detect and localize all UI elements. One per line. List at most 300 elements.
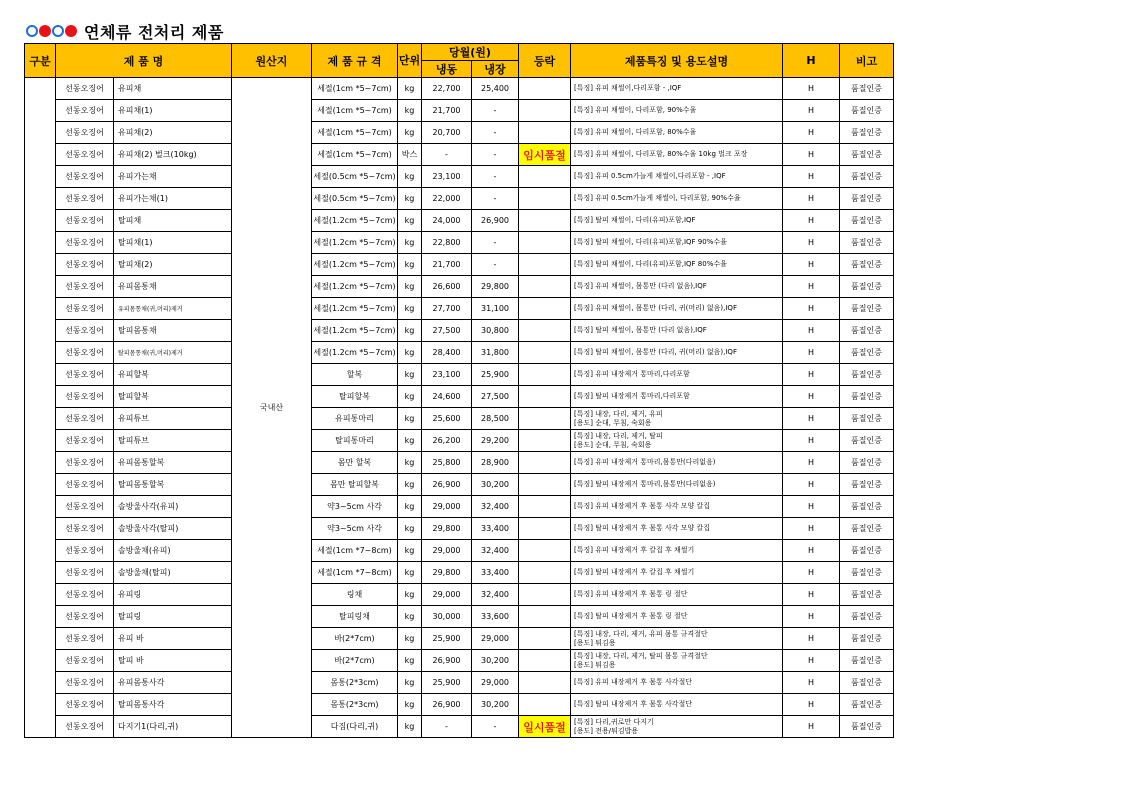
register-cell — [519, 694, 571, 716]
page-title: 연체류 전처리 제품 — [84, 22, 224, 42]
h-cell: H — [783, 78, 840, 100]
table-row — [25, 386, 894, 408]
register-cell — [519, 430, 571, 452]
spec-cell: 몸만 탈피할복 — [312, 474, 398, 496]
maker-cell: 선동오징어 — [56, 210, 114, 232]
register-cell — [519, 320, 571, 342]
chilled-price-cell: 30,800 — [472, 320, 519, 342]
product-name-cell: 탈피 바 — [114, 650, 232, 672]
description-cell — [571, 628, 783, 650]
maker-cell: 선동오징어 — [56, 430, 114, 452]
h-cell: H — [783, 320, 840, 342]
red-dot-icon — [65, 25, 77, 37]
table-row — [25, 254, 894, 276]
table-row — [25, 694, 894, 716]
h-cell: H — [783, 364, 840, 386]
note-cell: 품질인증 — [840, 562, 894, 584]
product-name-cell: 솔방울사각(탈피) — [114, 518, 232, 540]
description-cell — [571, 452, 783, 474]
unit-cell: kg — [398, 122, 422, 144]
description-cell — [571, 584, 783, 606]
spec-cell: 세절(1.2cm *5~7cm) — [312, 210, 398, 232]
chilled-price-cell: - — [472, 232, 519, 254]
register-cell: 일시품절 — [519, 716, 571, 738]
chilled-price-cell: 32,400 — [472, 540, 519, 562]
unit-cell: kg — [398, 716, 422, 738]
frozen-price-cell: 22,000 — [422, 188, 472, 210]
register-cell — [519, 342, 571, 364]
frozen-price-cell: 26,900 — [422, 694, 472, 716]
note-cell: 품질인증 — [840, 232, 894, 254]
description-cell — [571, 166, 783, 188]
description-cell — [571, 650, 783, 672]
description-line: [특징] 탈피 내장제거 통마리,몸통만(다리없음) — [574, 480, 716, 488]
chilled-price-cell: 29,800 — [472, 276, 519, 298]
register-cell — [519, 232, 571, 254]
note-cell: 품질인증 — [840, 298, 894, 320]
h-cell: H — [783, 188, 840, 210]
unit-cell: kg — [398, 342, 422, 364]
spec-cell: 유피통마리 — [312, 408, 398, 430]
frozen-price-cell: 28,400 — [422, 342, 472, 364]
description-line: [특징] 탈피 내장제거 후 칼집 후 채썰기 — [574, 568, 695, 576]
chilled-price-cell: 30,200 — [472, 650, 519, 672]
product-name-cell: 탈피몸통할복 — [114, 474, 232, 496]
register-cell — [519, 606, 571, 628]
register-cell — [519, 210, 571, 232]
product-name-cell: 솔방울채(탈피) — [114, 562, 232, 584]
h-cell: H — [783, 254, 840, 276]
product-name-cell: 유피가는채 — [114, 166, 232, 188]
note-cell: 품질인증 — [840, 408, 894, 430]
description-cell — [571, 232, 783, 254]
spec-cell: 세절(1cm *5~7cm) — [312, 100, 398, 122]
unit-cell: kg — [398, 650, 422, 672]
unit-cell: kg — [398, 518, 422, 540]
register-cell — [519, 584, 571, 606]
unit-cell: kg — [398, 188, 422, 210]
note-cell: 품질인증 — [840, 496, 894, 518]
header-price-group: 당월(원) — [422, 44, 519, 61]
register-cell — [519, 166, 571, 188]
maker-cell: 선동오징어 — [56, 122, 114, 144]
header-chilled: 냉장 — [472, 61, 519, 78]
spec-cell: 세절(1.2cm *5~7cm) — [312, 276, 398, 298]
note-cell: 품질인증 — [840, 188, 894, 210]
table-row — [25, 474, 894, 496]
note-cell: 품질인증 — [840, 628, 894, 650]
frozen-price-cell: 29,800 — [422, 562, 472, 584]
unit-cell: 박스 — [398, 144, 422, 166]
description-cell — [571, 716, 783, 738]
description-line: [특징] 다리,귀로만 다지기 — [574, 717, 654, 726]
unit-cell: kg — [398, 474, 422, 496]
product-name-cell: 유피몸통채 — [114, 276, 232, 298]
chilled-price-cell: 25,900 — [472, 364, 519, 386]
note-cell: 품질인증 — [840, 650, 894, 672]
frozen-price-cell: 27,700 — [422, 298, 472, 320]
description-line: [특징] 탈피 채썰이, 다리(유피)포함,IQF 90%수율 — [574, 238, 727, 246]
spec-cell: 탈피통마리 — [312, 430, 398, 452]
note-cell: 품질인증 — [840, 518, 894, 540]
frozen-price-cell: 24,600 — [422, 386, 472, 408]
product-name-cell: 탈피몸통채(귀,머리)제거 — [114, 342, 232, 364]
frozen-price-cell: 25,800 — [422, 452, 472, 474]
register-cell — [519, 650, 571, 672]
product-name-cell: 탈피튜브 — [114, 430, 232, 452]
frozen-price-cell: 25,900 — [422, 628, 472, 650]
chilled-price-cell: 33,600 — [472, 606, 519, 628]
description-cell — [571, 694, 783, 716]
maker-cell: 선동오징어 — [56, 584, 114, 606]
unit-cell: kg — [398, 408, 422, 430]
frozen-price-cell: 20,700 — [422, 122, 472, 144]
chilled-price-cell: 30,200 — [472, 694, 519, 716]
product-name-cell: 유피몸통사각 — [114, 672, 232, 694]
maker-cell: 선동오징어 — [56, 320, 114, 342]
frozen-price-cell: 26,900 — [422, 650, 472, 672]
table-row — [25, 232, 894, 254]
unit-cell: kg — [398, 430, 422, 452]
header-desc: 제품특징 및 용도설명 — [571, 44, 783, 78]
chilled-price-cell: 33,400 — [472, 518, 519, 540]
description-line: [특징] 탈피 내장제거 후 몸통 사각절단 — [574, 700, 693, 708]
chilled-price-cell: 32,400 — [472, 496, 519, 518]
description-cell — [571, 210, 783, 232]
spec-cell: 세절(1cm *5~7cm) — [312, 122, 398, 144]
table-row — [25, 144, 894, 166]
frozen-price-cell: - — [422, 716, 472, 738]
maker-cell: 선동오징어 — [56, 254, 114, 276]
unit-cell: kg — [398, 166, 422, 188]
note-cell: 품질인증 — [840, 100, 894, 122]
maker-cell: 선동오징어 — [56, 672, 114, 694]
h-cell: H — [783, 100, 840, 122]
chilled-price-cell: 31,800 — [472, 342, 519, 364]
chilled-price-cell: - — [472, 122, 519, 144]
description-cell — [571, 386, 783, 408]
chilled-price-cell: 26,900 — [472, 210, 519, 232]
register-cell: 임시품절 — [519, 144, 571, 166]
chilled-price-cell: 29,000 — [472, 672, 519, 694]
spec-cell: 약3~5cm 사각 — [312, 518, 398, 540]
product-name-cell: 유피몸통채(귀,머리)제거 — [114, 298, 232, 320]
maker-cell: 선동오징어 — [56, 606, 114, 628]
product-name-cell: 솔방울사각(유피) — [114, 496, 232, 518]
frozen-price-cell: 29,000 — [422, 584, 472, 606]
frozen-price-cell: 29,000 — [422, 540, 472, 562]
spec-cell: 몸만 할복 — [312, 452, 398, 474]
note-cell: 품질인증 — [840, 122, 894, 144]
h-cell: H — [783, 518, 840, 540]
table-row — [25, 540, 894, 562]
description-line: [특징] 유피 채썰이, 다리포함, 80%수율 — [574, 128, 697, 136]
chilled-price-cell: 29,000 — [472, 628, 519, 650]
description-cell — [571, 606, 783, 628]
spec-cell: 세절(1.2cm *5~7cm) — [312, 232, 398, 254]
unit-cell: kg — [398, 562, 422, 584]
unit-cell: kg — [398, 628, 422, 650]
h-cell: H — [783, 474, 840, 496]
frozen-price-cell: 25,900 — [422, 672, 472, 694]
maker-cell: 선동오징어 — [56, 716, 114, 738]
frozen-price-cell: 24,000 — [422, 210, 472, 232]
h-cell: H — [783, 408, 840, 430]
description-cell — [571, 672, 783, 694]
description-line: [특징] 내장, 다리, 제거, 유피 몸통 규격절단 — [574, 629, 708, 638]
unit-cell: kg — [398, 254, 422, 276]
h-cell: H — [783, 276, 840, 298]
description-line: [특징] 유피 채썰이, 다리포함, 90%수율 — [574, 106, 697, 114]
maker-cell: 선동오징어 — [56, 496, 114, 518]
unit-cell: kg — [398, 694, 422, 716]
chilled-price-cell: 27,500 — [472, 386, 519, 408]
table-row — [25, 100, 894, 122]
product-name-cell: 탈피몸통채 — [114, 320, 232, 342]
maker-cell: 선동오징어 — [56, 188, 114, 210]
spec-cell: 링채 — [312, 584, 398, 606]
frozen-price-cell: 22,700 — [422, 78, 472, 100]
product-name-cell: 유피채(2) — [114, 122, 232, 144]
maker-cell: 선동오징어 — [56, 650, 114, 672]
product-name-cell: 유피할복 — [114, 364, 232, 386]
header-unit: 단위 — [398, 44, 422, 78]
table-row — [25, 562, 894, 584]
chilled-price-cell: 28,500 — [472, 408, 519, 430]
frozen-price-cell: 26,600 — [422, 276, 472, 298]
chilled-price-cell: 28,900 — [472, 452, 519, 474]
description-line: [특징] 유피 내장제거 후 몸통 사각절단 — [574, 678, 693, 686]
maker-cell: 선동오징어 — [56, 100, 114, 122]
spec-cell: 세절(0.5cm *5~7cm) — [312, 188, 398, 210]
maker-cell: 선동오징어 — [56, 78, 114, 100]
unit-cell: kg — [398, 452, 422, 474]
table-row — [25, 628, 894, 650]
description-line: [특징] 유피 채썰이, 다리포함, 80%수율 10kg 벌크 포장 — [574, 150, 748, 158]
frozen-price-cell: 29,000 — [422, 496, 472, 518]
note-cell: 품질인증 — [840, 364, 894, 386]
frozen-price-cell: 25,600 — [422, 408, 472, 430]
maker-cell: 선동오징어 — [56, 540, 114, 562]
usage-line: [용도] 순대, 무침, 숙회용 — [574, 440, 652, 449]
maker-cell: 선동오징어 — [56, 694, 114, 716]
table-row — [25, 430, 894, 452]
register-cell — [519, 188, 571, 210]
register-cell — [519, 122, 571, 144]
description-line: [특징] 내장, 다리, 제거, 유피 — [574, 409, 663, 418]
register-cell — [519, 100, 571, 122]
spec-cell: 세절(0.5cm *5~7cm) — [312, 166, 398, 188]
register-cell — [519, 474, 571, 496]
maker-cell: 선동오징어 — [56, 166, 114, 188]
h-cell: H — [783, 584, 840, 606]
h-cell: H — [783, 452, 840, 474]
description-line: [특징] 유피 내장제거 후 몸통 링 절단 — [574, 590, 688, 598]
product-name-cell: 탈피채(1) — [114, 232, 232, 254]
spec-cell: 세절(1cm *5~7cm) — [312, 144, 398, 166]
frozen-price-cell: 29,800 — [422, 518, 472, 540]
header-product-name: 제 품 명 — [56, 44, 232, 78]
frozen-price-cell: 21,700 — [422, 100, 472, 122]
chilled-price-cell: 31,100 — [472, 298, 519, 320]
register-cell — [519, 298, 571, 320]
note-cell: 품질인증 — [840, 166, 894, 188]
note-cell: 품질인증 — [840, 584, 894, 606]
maker-cell: 선동오징어 — [56, 144, 114, 166]
table-row — [25, 342, 894, 364]
description-cell — [571, 320, 783, 342]
note-cell: 품질인증 — [840, 254, 894, 276]
product-name-cell: 탈피채(2) — [114, 254, 232, 276]
register-cell — [519, 386, 571, 408]
chilled-price-cell: 25,400 — [472, 78, 519, 100]
table-row — [25, 188, 894, 210]
unit-cell: kg — [398, 78, 422, 100]
frozen-price-cell: 30,000 — [422, 606, 472, 628]
chilled-price-cell: - — [472, 100, 519, 122]
description-line: [특징] 유피 내장제거 통마리,몸통만(다리없음) — [574, 458, 716, 466]
register-cell — [519, 78, 571, 100]
maker-cell: 선동오징어 — [56, 342, 114, 364]
maker-cell: 선동오징어 — [56, 628, 114, 650]
register-cell — [519, 628, 571, 650]
table-row — [25, 122, 894, 144]
note-cell: 품질인증 — [840, 606, 894, 628]
table-row — [25, 606, 894, 628]
h-cell: H — [783, 342, 840, 364]
h-cell: H — [783, 496, 840, 518]
description-cell — [571, 430, 783, 452]
note-cell: 품질인증 — [840, 144, 894, 166]
unit-cell: kg — [398, 672, 422, 694]
header-note: 비고 — [840, 44, 894, 78]
description-line: [특징] 탈피 내장제거 통마리,다리포함 — [574, 392, 690, 400]
chilled-price-cell: - — [472, 188, 519, 210]
description-cell — [571, 276, 783, 298]
frozen-price-cell: 23,100 — [422, 166, 472, 188]
register-cell — [519, 540, 571, 562]
header-frozen: 냉동 — [422, 61, 472, 78]
description-line: [특징] 유피 내장제거 후 칼집 후 채썰기 — [574, 546, 695, 554]
description-line: [특징] 탈피 채썰이, 몸통만 (다리, 귀(머리) 없음),IQF — [574, 348, 737, 356]
h-cell: H — [783, 540, 840, 562]
spec-cell: 바(2*7cm) — [312, 650, 398, 672]
h-cell: H — [783, 386, 840, 408]
maker-cell: 선동오징어 — [56, 452, 114, 474]
unit-cell: kg — [398, 298, 422, 320]
chilled-price-cell: 29,200 — [472, 430, 519, 452]
register-cell — [519, 364, 571, 386]
description-cell — [571, 540, 783, 562]
unit-cell: kg — [398, 320, 422, 342]
description-cell — [571, 78, 783, 100]
description-cell — [571, 518, 783, 540]
maker-cell: 선동오징어 — [56, 298, 114, 320]
chilled-price-cell: - — [472, 254, 519, 276]
spec-cell: 세절(1cm *7~8cm) — [312, 562, 398, 584]
description-cell — [571, 342, 783, 364]
frozen-price-cell: - — [422, 144, 472, 166]
table-row — [25, 650, 894, 672]
frozen-price-cell: 26,200 — [422, 430, 472, 452]
description-line: [특징] 탈피 채썰이, 다리(유피)포함,IQF 80%수율 — [574, 260, 727, 268]
note-cell: 품질인증 — [840, 474, 894, 496]
note-cell: 품질인증 — [840, 320, 894, 342]
chilled-price-cell: - — [472, 144, 519, 166]
h-cell: H — [783, 606, 840, 628]
description-line: [특징] 유피 내장제거 통마리,다리포함 — [574, 370, 690, 378]
spec-cell: 세절(1.2cm *5~7cm) — [312, 342, 398, 364]
h-cell: H — [783, 122, 840, 144]
description-line: [특징] 유피 0.5cm가늘게 채썰이, 다리포함, 90%수율 — [574, 194, 741, 202]
note-cell: 품질인증 — [840, 694, 894, 716]
header-spec: 제 품 규 격 — [312, 44, 398, 78]
frozen-price-cell: 27,500 — [422, 320, 472, 342]
note-cell: 품질인증 — [840, 540, 894, 562]
h-cell: H — [783, 166, 840, 188]
frozen-price-cell: 23,100 — [422, 364, 472, 386]
h-cell: H — [783, 232, 840, 254]
product-table — [24, 43, 894, 738]
maker-cell: 선동오징어 — [56, 232, 114, 254]
table-row — [25, 672, 894, 694]
table-row — [25, 298, 894, 320]
register-cell — [519, 276, 571, 298]
product-name-cell: 유피 바 — [114, 628, 232, 650]
spec-cell: 세절(1cm *5~7cm) — [312, 78, 398, 100]
register-cell — [519, 562, 571, 584]
category-cell — [25, 78, 56, 738]
h-cell: H — [783, 430, 840, 452]
description-line: [특징] 유피 내장제거 후 몸통 사각 모양 칼집 — [574, 502, 710, 510]
unit-cell: kg — [398, 584, 422, 606]
note-cell: 품질인증 — [840, 78, 894, 100]
description-cell — [571, 254, 783, 276]
unit-cell: kg — [398, 100, 422, 122]
spec-cell: 다짐(다리,귀) — [312, 716, 398, 738]
spec-cell: 탈피링채 — [312, 606, 398, 628]
description-line: [특징] 탈피 채썰이, 몸통만 (다리 없음),IQF — [574, 326, 707, 334]
spec-cell: 바(2*7cm) — [312, 628, 398, 650]
product-name-cell: 유피가는채(1) — [114, 188, 232, 210]
h-cell: H — [783, 650, 840, 672]
frozen-price-cell: 26,900 — [422, 474, 472, 496]
table-row — [25, 584, 894, 606]
maker-cell: 선동오징어 — [56, 276, 114, 298]
product-name-cell: 탈피채 — [114, 210, 232, 232]
description-line: [특징] 탈피 내장제거 후 몸통 링 절단 — [574, 612, 688, 620]
red-dot-icon — [39, 25, 51, 37]
register-cell — [519, 408, 571, 430]
unit-cell: kg — [398, 276, 422, 298]
description-line: [특징] 유피 채썰이, 몸통만 (다리, 귀(머리) 없음),IQF — [574, 304, 737, 312]
spec-cell: 할복 — [312, 364, 398, 386]
product-name-cell: 탈피몸통사각 — [114, 694, 232, 716]
description-cell — [571, 298, 783, 320]
unit-cell: kg — [398, 540, 422, 562]
product-name-cell: 다지기1(다리,귀) — [114, 716, 232, 738]
unit-cell: kg — [398, 232, 422, 254]
maker-cell: 선동오징어 — [56, 474, 114, 496]
table-row — [25, 276, 894, 298]
chilled-price-cell: - — [472, 716, 519, 738]
blue-circle-icon — [52, 25, 64, 37]
table-row — [25, 364, 894, 386]
origin-cell: 국내산 — [232, 78, 312, 738]
unit-cell: kg — [398, 210, 422, 232]
product-name-cell: 유피링 — [114, 584, 232, 606]
description-line: [특징] 유피 0.5cm가늘게 채썰이,다리포함 - ,IQF — [574, 172, 726, 180]
